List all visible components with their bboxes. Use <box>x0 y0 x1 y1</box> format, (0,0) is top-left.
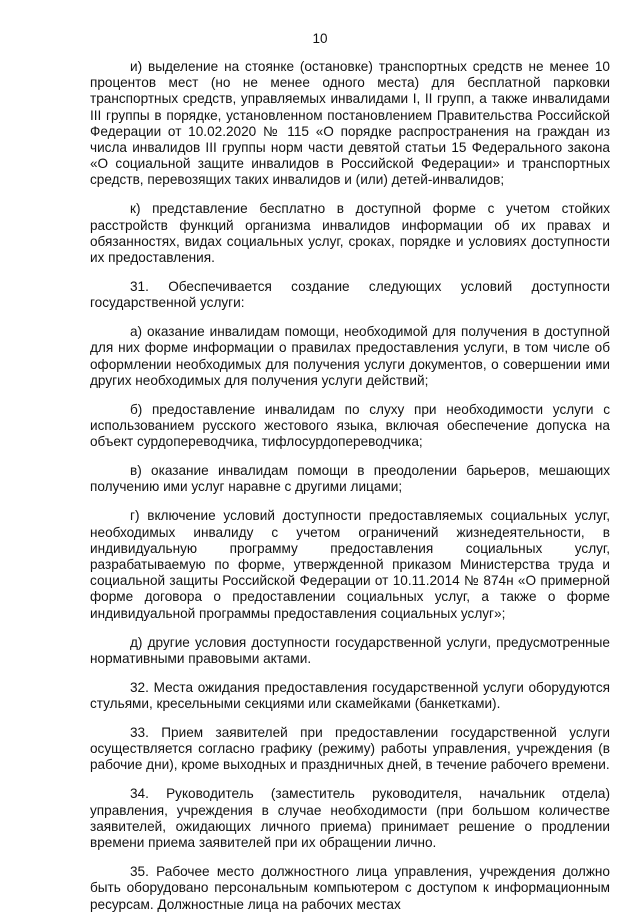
paragraph-clause-32: 32. Места ожидания предоставления государственной услуги оборудуются стульями, кресельными секциями или скамейками (банкетками). <box>90 679 610 712</box>
paragraph-item-k: к) представление бесплатно в доступной форме с учетом стойких расстройств функций организма инвалидов информации об их правах и обязанностях, видах социальных услуг, сроках, порядке и условиях доступности их предоставления. <box>90 201 610 266</box>
document-body <box>90 59 610 913</box>
paragraph-clause-34: 34. Руководитель (заместитель руководителя, начальник отдела) управления, учреждения в случае необходимости (при большом количестве заявителей, ожидающих личного приема) принимает решение о продлении времени приема заявителей при их обращении лично. <box>90 786 610 851</box>
paragraph-item-v: в) оказание инвалидам помощи в преодолении барьеров, мешающих получению ими услуг наравне с другими лицами; <box>90 463 610 495</box>
paragraph-item-b: б) предоставление инвалидам по слуху при необходимости услуги с использованием русского жестового языка, включая обеспечение допуска на объект сурдопереводчика, тифлосурдопереводчика; <box>90 401 610 450</box>
paragraph-item-a: а) оказание инвалидам помощи, необходимой для получения в доступной для них форме информации о правилах предоставления услуги, в том числе об оформлении необходимых для получения услуги документов, о совершении ими других необходимых для получения услуги действий; <box>90 324 610 388</box>
paragraph-item-g: г) включение условий доступности предоставляемых социальных услуг, необходимых инвалиду с учетом ограничений жизнедеятельности, в индивидуальную программу предоставления социальных услуг, разрабатываемую по форме, утвержденной приказом Министерства труда и социальной защиты Российской Федерации от 10.11.2014 № 874н «О примерной форме договора о предоставлении социальных услуг, а также о форме индивидуальной программы предоставления социальных услуг»; <box>90 508 610 621</box>
paragraph-clause-31: 31. Обеспечивается создание следующих условий доступности государственной услуги: <box>90 279 610 311</box>
page-number: 10 <box>312 31 328 46</box>
paragraph-item-d: д) другие условия доступности государственной услуги, предусмотренные нормативными правовыми актами. <box>90 634 610 666</box>
paragraph-clause-35: 35. Рабочее место должностного лица управления, учреждения должно быть оборудовано персональным компьютером с доступом к информационным ресурсам. Должностные лица на рабочих местах <box>90 864 610 912</box>
paragraph-item-i: и) выделение на стоянке (остановке) транспортных средств не менее 10 процентов мест (но не менее одного места) для бесплатной парковки транспортных средств, управляемых инвалидами I, II групп, а также инвалидами III группы в порядке, установленном постановлением Правительства Российской Федерации от 10.02.2020 № 115 «О порядке распространения на граждан из числа инвалидов III группы норм части девятой статьи 15 Федерального закона «О социальной защите инвалидов в Российской Федерации» и транспортных средств, перевозящих таких инвалидов и (или) детей-инвалидов; <box>90 59 610 188</box>
paragraph-clause-33: 33. Прием заявителей при предоставлении государственной услуги осуществляется согласно графику (режиму) работы управления, учреждения (в рабочие дни), кроме выходных и праздничных дней, в течение рабочего времени. <box>90 725 610 773</box>
